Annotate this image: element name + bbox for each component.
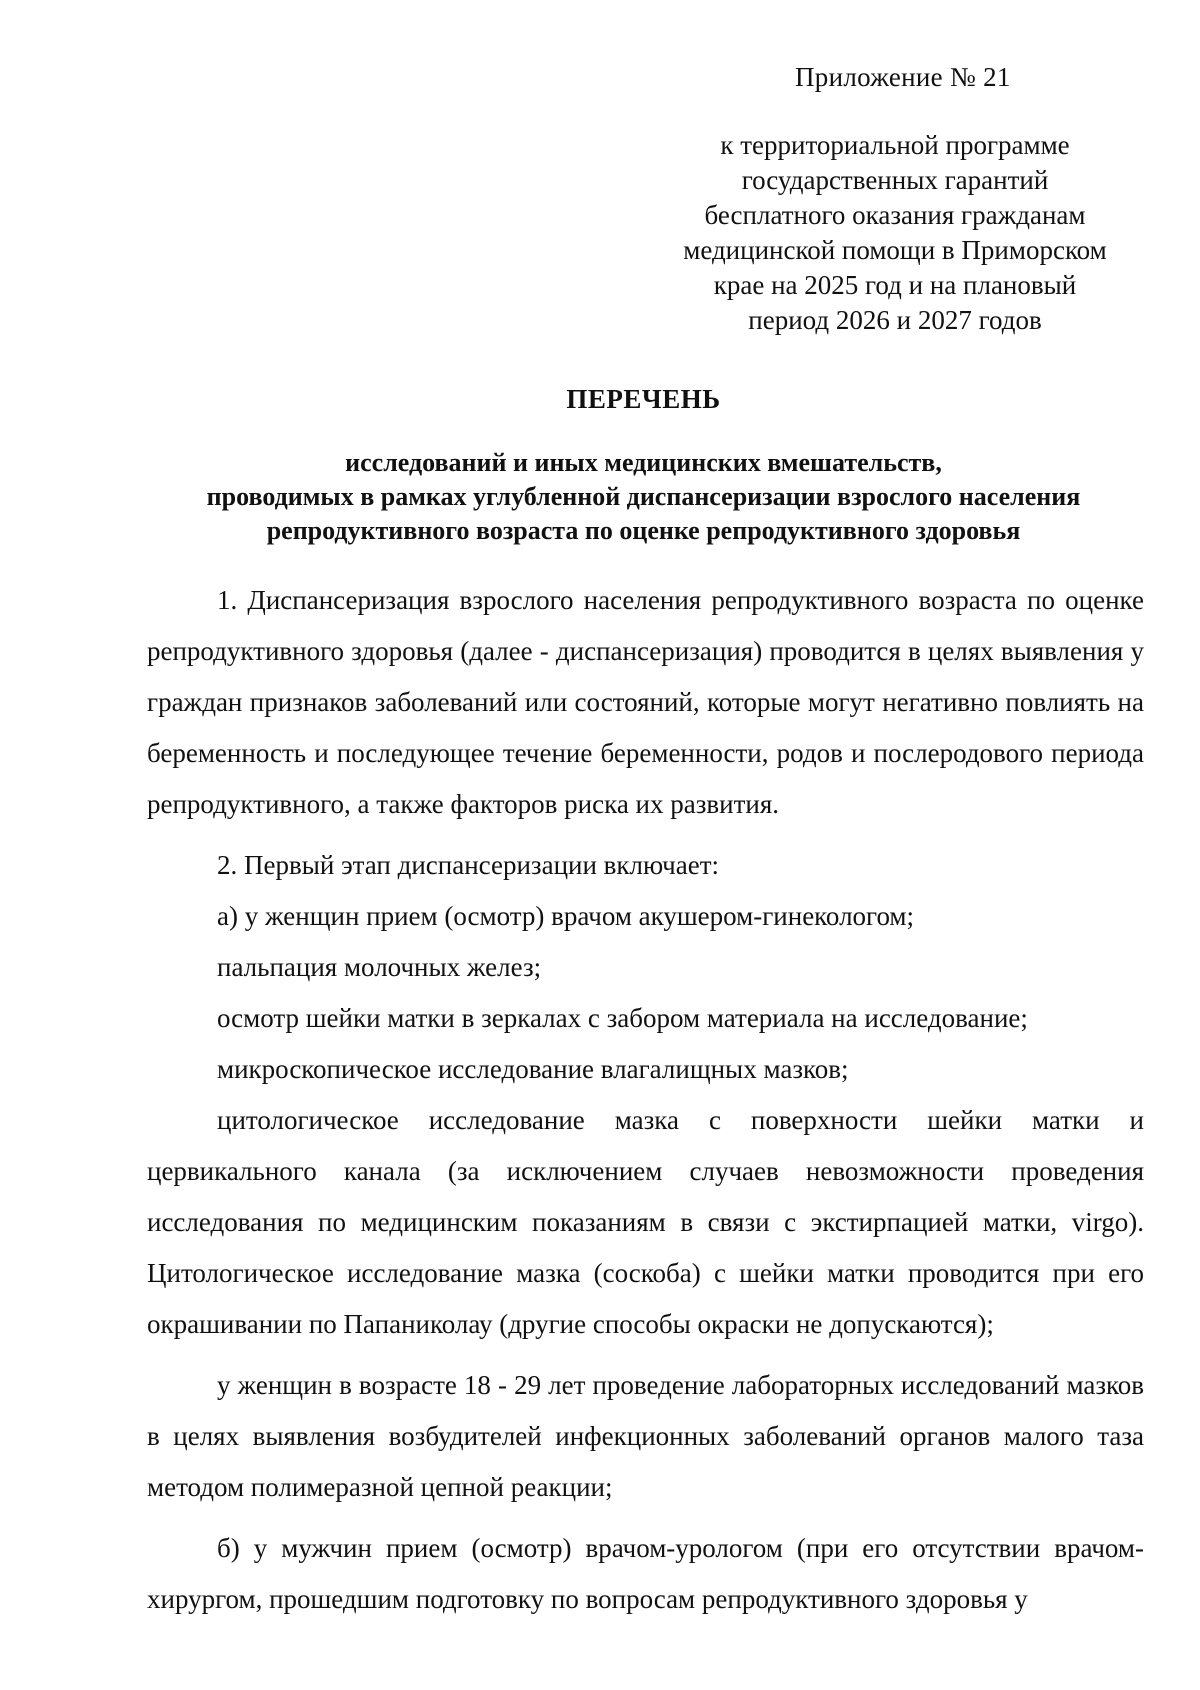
subtitle-line: исследований и иных медицинских вмешательств, (345, 448, 942, 477)
appendix-number: Приложение № 21 (795, 62, 1011, 92)
appendix-reference-line: крае на 2025 год и на плановый (713, 270, 1077, 300)
subtitle-line: репродуктивного возраста по оценке репродуктивного здоровья (266, 516, 1021, 545)
appendix-reference-line: государственных гарантий (741, 165, 1049, 195)
appendix-reference-line: период 2026 и 2027 годов (748, 305, 1042, 335)
paragraph-women-exam: а) у женщин прием (осмотр) врачом акушером-гинекологом; (217, 901, 915, 931)
appendix-reference (660, 128, 1130, 338)
document-body (147, 575, 1144, 1625)
document-title: ПЕРЕЧЕНЬ (566, 384, 721, 414)
appendix-reference-line: к территориальной программе (720, 130, 1070, 160)
subtitle-line: проводимых в рамках углубленной диспансеризации взрослого населения (206, 482, 1081, 511)
paragraph-microscopy: микроскопическое исследование влагалищных мазков; (217, 1054, 849, 1084)
appendix-reference-line: медицинской помощи в Приморском (683, 235, 1107, 265)
paragraph-cervix-exam: осмотр шейки матки в зеркалах с забором материала на исследование; (217, 1003, 1028, 1033)
paragraph-pcr: у женщин в возрасте 18 - 29 лет проведение лабораторных исследований мазков в целях выявления возбудителей инфекционных заболеваний органов малого таза методом полимеразной цепной реакции; (147, 1370, 1144, 1502)
paragraph-palpation: пальпация молочных желез; (217, 952, 542, 982)
paragraph-cytology: цитологическое исследование мазка с поверхности шейки матки и цервикального канала (за исключением случаев невозможности проведения исследования по медицинским показаниям в связи с экстирпацией матки, virgo). Цитологическое исследование мазка (соскоба) с шейки матки проводится при его окрашивании по Папаниколау (другие способы окраски не допускаются); (147, 1105, 1144, 1339)
paragraph-2: 2. Первый этап диспансеризации включает: (217, 850, 719, 880)
paragraph-1: 1. Диспансеризация взрослого населения репродуктивного возраста по оценке репродуктивного здоровья (далее - диспансеризация) проводится в целях выявления у граждан признаков заболеваний или состояний, которые могут негативно повлиять на беременность и последующее течение беременности, родов и послеродового периода репродуктивного, а также факторов риска их развития. (147, 585, 1144, 819)
document-subtitle (100, 446, 1187, 548)
paragraph-men-exam: б) у мужчин прием (осмотр) врачом-урологом (при его отсутствии врачом-хирургом, прошедшим подготовку по вопросам репродуктивного здоровья у (147, 1533, 1144, 1614)
appendix-reference-line: бесплатного оказания гражданам (704, 200, 1086, 230)
